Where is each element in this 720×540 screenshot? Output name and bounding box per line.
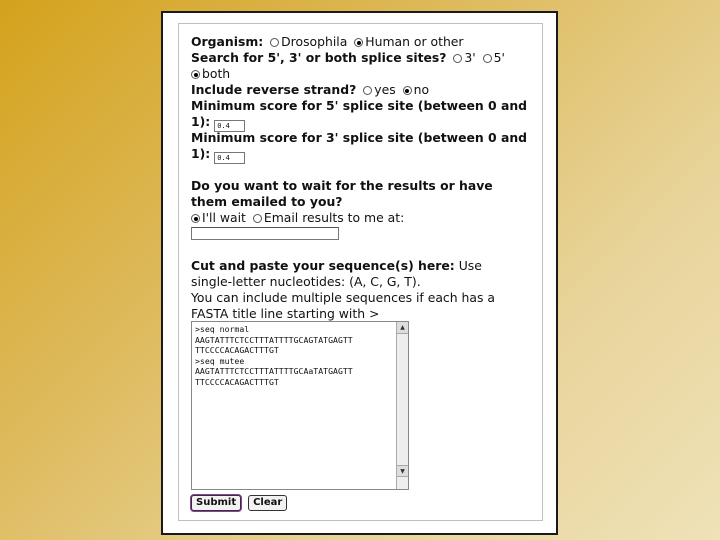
clear-button[interactable]: Clear [248,495,287,511]
score3-row [191,146,531,162]
sequence-label: Cut and paste your sequence(s) here: [191,258,455,273]
submit-button[interactable]: Submit [191,495,241,511]
wait-label-option: I'll wait [202,210,246,225]
textarea-scrollbar[interactable] [396,322,408,489]
slide-frame [161,11,558,535]
reverse-no-label: no [413,82,430,97]
sites-3prime-label: 3' [464,50,476,65]
sites-5prime-label: 5' [493,50,505,65]
email-radio[interactable] [253,214,262,223]
email-label-option: Email results to me at: [263,210,405,225]
sites-both-label: both [202,66,231,81]
form-panel [178,23,543,521]
organism-human-label: Human or other [365,34,464,49]
splice-site-form [191,34,531,509]
score3-input[interactable]: 0.4 [214,152,245,164]
sequence-textarea[interactable] [191,321,409,490]
email-input[interactable] [191,227,339,240]
organism-label: Organism: [191,34,264,49]
score5-input[interactable]: 0.4 [214,120,245,132]
sites-row [191,50,531,66]
wait-label-cont: them emailed to you? [191,194,343,209]
wait-row [191,210,531,226]
organism-human-radio[interactable] [354,38,363,47]
score3-label: Minimum score for 3' splice site (between 0 and [191,130,528,145]
sites-label: Search for 5', 3' or both splice sites? [191,50,447,65]
score5-label-cont: 1): [191,114,211,129]
sequence-hint-4: FASTA title line starting with > [191,306,380,321]
scroll-up-icon[interactable]: ▲ [397,322,408,334]
organism-drosophila-label: Drosophila [281,34,348,49]
sites-3prime-radio[interactable] [453,54,462,63]
score5-label: Minimum score for 5' splice site (between 0 and [191,98,528,113]
sequence-text: >seq normal AAGTATTTCTCCTTTATTTTGCAGTATGAGTT TTCCCCACAGACTTTGT >seq mutee AAGTATTTCTCCTTTATTTTGCAaTATGAGTT TTCCCCACAGACTTTGT [195,324,353,387]
sequence-hint-3: You can include multiple sequences if each has a [191,290,495,305]
sites-5prime-radio[interactable] [483,54,492,63]
organism-drosophila-radio[interactable] [270,38,279,47]
score5-row [191,114,531,130]
reverse-no-radio[interactable] [403,86,412,95]
scroll-down-icon[interactable]: ▼ [397,465,408,477]
reverse-row [191,82,531,98]
sequence-hint-2: single-letter nucleotides: (A, C, G, T). [191,274,421,289]
score3-label-cont: 1): [191,146,211,161]
resize-corner [397,476,408,489]
sites-row-cont [191,66,531,82]
sites-both-radio[interactable] [191,70,200,79]
sequence-hint: Use [458,258,482,273]
reverse-yes-radio[interactable] [363,86,372,95]
reverse-yes-label: yes [374,82,396,97]
wait-label: Do you want to wait for the results or have [191,178,493,193]
organism-row [191,34,531,50]
form-buttons [191,493,531,509]
wait-radio[interactable] [191,214,200,223]
sequence-label-row [191,258,531,274]
reverse-label: Include reverse strand? [191,82,357,97]
